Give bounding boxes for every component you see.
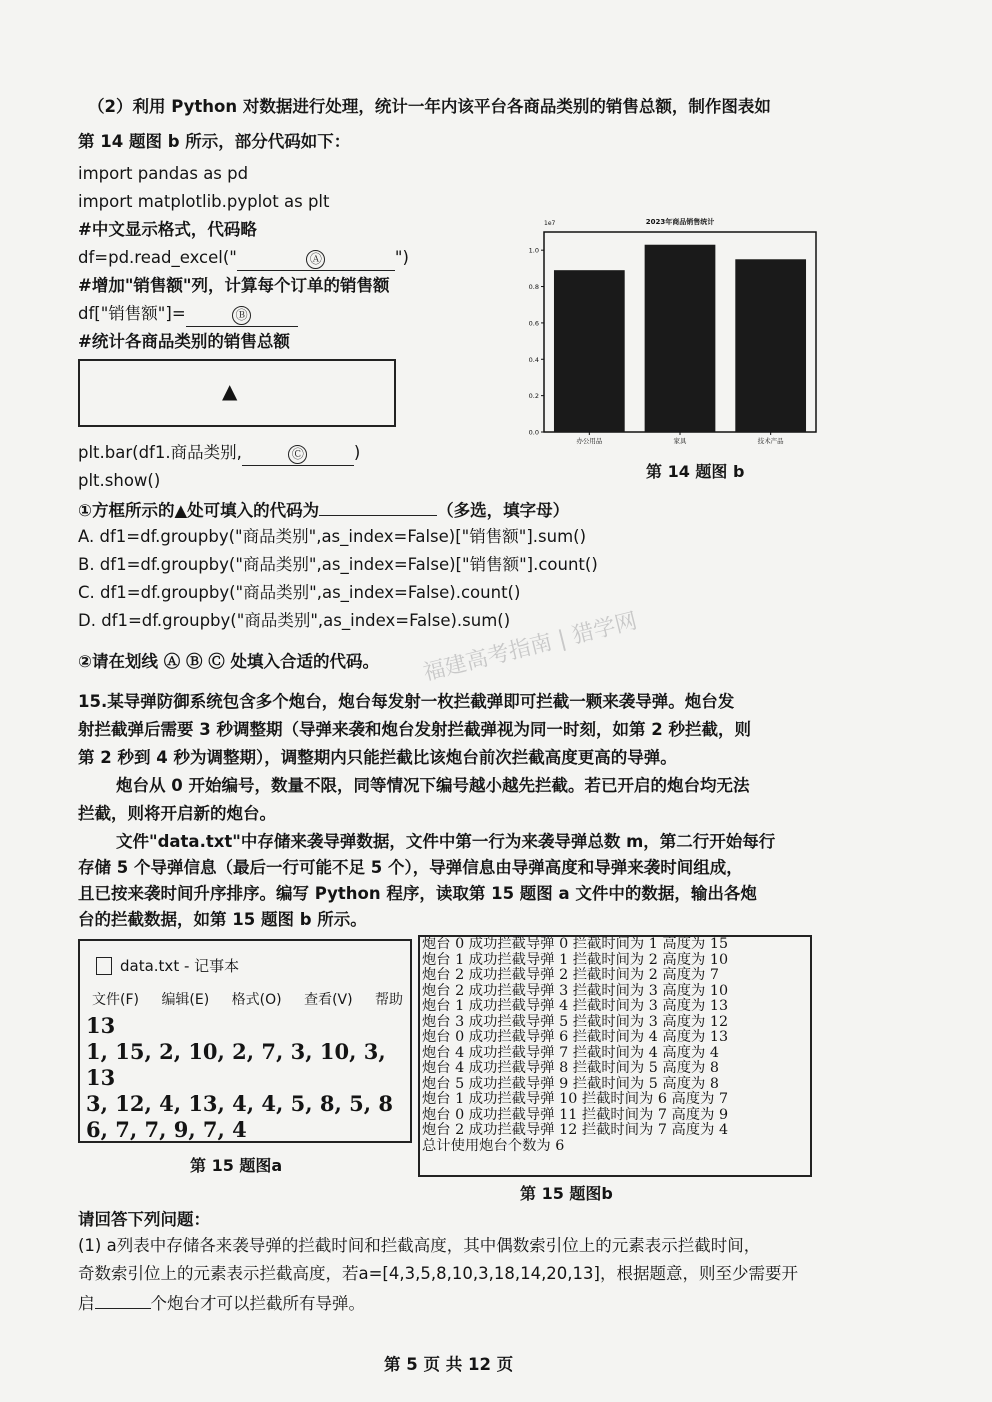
menu-view[interactable]: 查看(V) xyxy=(304,992,353,1008)
console-line: 炮台 3 成功拦截导弹 5 拦截时间为 3 高度为 12 xyxy=(422,1013,729,1030)
blank-c-mark: Ⓒ xyxy=(288,445,307,464)
sales-bar-chart xyxy=(524,210,820,450)
code-line-9: plt.show() xyxy=(78,471,161,490)
sub1-pre: ①方框所示的▲处可填入的代码为 xyxy=(78,501,320,520)
q15-p1: 15.某导弹防御系统包含多个炮台，炮台每发射一枚拦截弹即可拦截一颗来袭导弹。炮台发 xyxy=(78,692,735,711)
notepad-line: 6, 7, 7, 9, 7, 4 xyxy=(86,1117,247,1142)
console-line: 炮台 0 成功拦截导弹 11 拦截时间为 7 高度为 9 xyxy=(422,1106,729,1123)
sub1-post: （多选，填字母） xyxy=(437,501,570,520)
console-line: 炮台 0 成功拦截导弹 0 拦截时间为 1 高度为 15 xyxy=(422,936,729,952)
q15-p4: 炮台从 0 开始编号，数量不限，同等情况下编号越小越先拦截。若已开启的炮台均无法 xyxy=(116,776,750,795)
bar xyxy=(645,245,716,432)
sub1 xyxy=(78,497,569,523)
caption-a: 第 15 题图a xyxy=(190,1156,283,1175)
notepad-line: 3, 12, 4, 13, 4, 4, 5, 8, 5, 8 xyxy=(86,1091,393,1116)
code-line-6 xyxy=(78,302,298,327)
q15-s1-line3 xyxy=(78,1290,365,1316)
output-console xyxy=(418,935,812,1177)
q15-p8: 且已按来袭时间升序排序。编写 Python 程序，读取第 15 题图 a 文件中的数据，输出各炮 xyxy=(78,884,757,903)
y-tick-label: 0.0 xyxy=(528,428,539,437)
notepad-icon xyxy=(96,957,112,975)
code-line-3: #中文显示格式，代码略 xyxy=(78,220,257,239)
ask: 请回答下列问题： xyxy=(78,1210,210,1229)
notepad-line: 13 xyxy=(86,1013,116,1038)
code-line-4-post: ") xyxy=(394,248,409,267)
y-tick-label: 0.4 xyxy=(528,355,539,364)
console-line: 炮台 1 成功拦截导弹 10 拦截时间为 6 高度为 7 xyxy=(422,1091,729,1107)
code-line-6-pre: df["销售额"]= xyxy=(78,304,186,323)
q14-intro-line1: （2）利用 Python 对数据进行处理，统计一年内该平台各商品类别的销售总额，制作图表如 xyxy=(88,97,771,116)
blank-a-mark: Ⓐ xyxy=(306,250,325,269)
code-line-4 xyxy=(78,246,409,271)
y-tick-label: 1.0 xyxy=(528,246,539,255)
console-line: 炮台 5 成功拦截导弹 9 拦截时间为 5 高度为 8 xyxy=(422,1075,719,1092)
notepad-content[interactable] xyxy=(86,1013,410,1143)
console-line: 总计使用炮台个数为 6 xyxy=(422,1137,565,1154)
x-tick-label: 技术产品 xyxy=(757,437,784,445)
code-line-2: import matplotlib.pyplot as plt xyxy=(78,192,330,211)
console-line: 炮台 2 成功拦截导弹 2 拦截时间为 2 高度为 7 xyxy=(422,967,719,983)
s1-l3-post: 个炮台才可以拦截所有导弹。 xyxy=(150,1294,365,1313)
q15-p3: 第 2 秒到 4 秒为调整期），调整期内只能拦截比该炮台前次拦截高度更高的导弹。 xyxy=(78,748,677,767)
q15-p6: 文件"data.txt"中存储来袭导弹数据，文件中第一行为来袭导弹总数 m，第二行开始每行 xyxy=(116,832,776,851)
code-line-4-pre: df=pd.read_excel(" xyxy=(78,248,237,267)
menu-help[interactable]: 帮助 xyxy=(375,992,404,1008)
notepad-line: 1, 15, 2, 10, 2, 7, 3, 10, 3, 13 xyxy=(86,1039,386,1090)
option-c: C. df1=df.groupby("商品类别",as_index=False).count() xyxy=(78,583,521,602)
blank-b xyxy=(186,302,298,327)
menu-edit[interactable]: 编辑(E) xyxy=(161,992,210,1008)
notepad-title: data.txt - 记事本 xyxy=(120,957,240,975)
q15-p7: 存储 5 个导弹信息（最后一行可能不足 5 个），导弹信息由导弹高度和导弹来袭时间组成， xyxy=(78,858,743,877)
sub2: ②请在划线 Ⓐ Ⓑ Ⓒ 处填入合适的代码。 xyxy=(78,652,379,671)
code-line-7: #统计各商品类别的销售总额 xyxy=(78,332,290,351)
notepad-menubar xyxy=(92,989,421,1009)
caption-b: 第 15 题图b xyxy=(520,1184,613,1203)
console-line: 炮台 0 成功拦截导弹 6 拦截时间为 4 高度为 13 xyxy=(422,1029,729,1045)
x-tick-label: 办公用品 xyxy=(576,437,603,445)
q14-intro-line2: 第 14 题图 b 所示，部分代码如下： xyxy=(78,132,351,151)
menu-file[interactable]: 文件(F) xyxy=(92,992,139,1008)
page-footer: 第 5 页 共 12 页 xyxy=(384,1355,514,1374)
answer-code-box xyxy=(78,359,396,427)
menu-format[interactable]: 格式(O) xyxy=(231,992,282,1008)
s1-l3-pre: 启 xyxy=(78,1294,95,1313)
sub1-blank xyxy=(319,497,437,516)
chart-svg xyxy=(524,210,820,450)
code-line-5: #增加"销售额"列，计算每个订单的销售额 xyxy=(78,276,390,295)
blank-c xyxy=(242,441,354,466)
console-line: 炮台 1 成功拦截导弹 4 拦截时间为 3 高度为 13 xyxy=(422,998,729,1014)
bar xyxy=(735,259,806,432)
console-line: 炮台 2 成功拦截导弹 12 拦截时间为 7 高度为 4 xyxy=(422,1122,729,1138)
console-line: 炮台 2 成功拦截导弹 3 拦截时间为 3 高度为 10 xyxy=(422,982,729,999)
code-line-8-post: ) xyxy=(353,443,361,462)
console-line: 炮台 1 成功拦截导弹 1 拦截时间为 2 高度为 10 xyxy=(422,951,729,968)
console-line: 炮台 4 成功拦截导弹 7 拦截时间为 4 高度为 4 xyxy=(422,1044,719,1061)
q15-s1-line2: 奇数索引位上的元素表示拦截高度，若a=[4,3,5,8,10,3,18,14,20,13]，根据题意，则至少需要开 xyxy=(78,1264,798,1283)
console-line: 炮台 4 成功拦截导弹 8 拦截时间为 5 高度为 8 xyxy=(422,1060,719,1076)
chart-caption: 第 14 题图 b xyxy=(646,462,745,481)
option-a: A. df1=df.groupby("商品类别",as_index=False)["销售额"].sum() xyxy=(78,527,587,546)
option-d: D. df1=df.groupby("商品类别",as_index=False).sum() xyxy=(78,611,511,630)
blank-a xyxy=(237,246,395,271)
q15-p2: 射拦截弹后需要 3 秒调整期（导弹来袭和炮台发射拦截弹视为同一时刻，如第 2 秒拦截，则 xyxy=(78,720,751,739)
watermark: 福建高考指南 | 猎学网 xyxy=(420,608,640,687)
code-line-8-pre: plt.bar(df1.商品类别, xyxy=(78,443,242,462)
q15-s1-line1: (1) a列表中存储各来袭导弹的拦截时间和拦截高度，其中偶数索引位上的元素表示拦截时间， xyxy=(78,1236,761,1255)
x-tick-label: 家具 xyxy=(673,437,687,445)
y-tick-label: 0.2 xyxy=(528,392,539,401)
chart-title: 2023年商品销售统计 xyxy=(645,218,715,226)
option-b: B. df1=df.groupby("商品类别",as_index=False)["销售额"].count() xyxy=(78,555,598,574)
q15-p9: 台的拦截数据，如第 15 题图 b 所示。 xyxy=(78,910,367,929)
triangle-placeholder: ▲ xyxy=(222,379,238,403)
chart-unit-label: 1e7 xyxy=(544,220,556,227)
code-line-1: import pandas as pd xyxy=(78,164,249,183)
y-tick-label: 0.6 xyxy=(528,319,539,328)
blank-b-mark: Ⓑ xyxy=(232,306,251,325)
q15-p5: 拦截，则将开启新的炮台。 xyxy=(78,804,276,823)
s1-blank xyxy=(95,1290,151,1309)
y-tick-label: 0.8 xyxy=(528,283,539,292)
code-line-8 xyxy=(78,441,360,466)
notepad-window xyxy=(78,939,412,1143)
bar xyxy=(554,270,625,432)
